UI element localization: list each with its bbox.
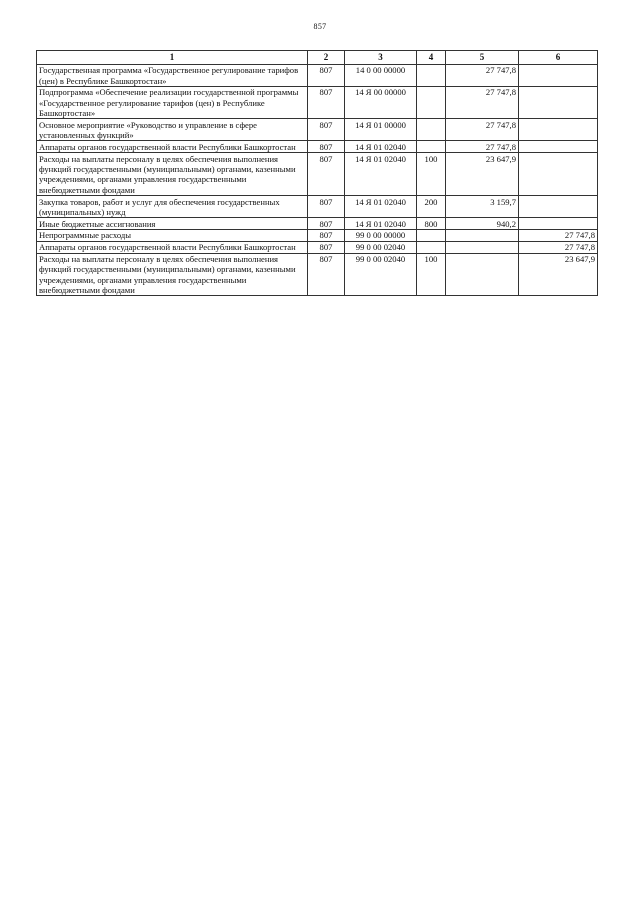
row-amount-2: [519, 196, 598, 218]
row-vr: 800: [417, 218, 446, 230]
row-grbs: 807: [308, 218, 345, 230]
row-name: Непрограммные расходы: [37, 229, 308, 241]
row-vr: 200: [417, 196, 446, 218]
row-amount-2: [519, 141, 598, 153]
row-amount-1: 27 747,8: [446, 64, 519, 86]
column-header-grbs: 2: [308, 51, 345, 65]
table-body: [37, 64, 598, 296]
row-csr: 14 Я 01 00000: [345, 119, 417, 141]
row-amount-1: [446, 241, 519, 253]
row-vr: [417, 229, 446, 241]
column-header-name: 1: [37, 51, 308, 65]
row-amount-1: [446, 253, 519, 296]
row-amount-1: 27 747,8: [446, 86, 519, 118]
row-amount-2: [519, 218, 598, 230]
row-amount-2: [519, 119, 598, 141]
row-grbs: 807: [308, 153, 345, 196]
row-vr: [417, 119, 446, 141]
row-name: Расходы на выплаты персоналу в целях обеспечения выполнения функций государственными (муниципальными) органами, казенными учреждениями, органами управления государственными внебюджетными фондами: [37, 153, 308, 196]
table-row: [37, 64, 598, 86]
row-name: Подпрограмма «Обеспечение реализации государственной программы «Государственное регулирование тарифов (цен) в Республике Башкортостан»: [37, 86, 308, 118]
row-csr: 99 0 00 02040: [345, 241, 417, 253]
row-csr: 14 Я 01 02040: [345, 141, 417, 153]
column-header-csr: 3: [345, 51, 417, 65]
table-row: [37, 253, 598, 296]
page-number: 857: [313, 22, 327, 31]
row-amount-1: 3 159,7: [446, 196, 519, 218]
row-amount-2: 27 747,8: [519, 241, 598, 253]
row-amount-2: 23 647,9: [519, 253, 598, 296]
row-grbs: 807: [308, 241, 345, 253]
row-vr: [417, 86, 446, 118]
row-amount-2: [519, 64, 598, 86]
row-amount-2: 27 747,8: [519, 229, 598, 241]
table-row: [37, 196, 598, 218]
row-name: Основное мероприятие «Руководство и управление в сфере установленных функций»: [37, 119, 308, 141]
row-grbs: 807: [308, 196, 345, 218]
table-row: [37, 153, 598, 196]
table-row: [37, 86, 598, 118]
row-name: Иные бюджетные ассигнования: [37, 218, 308, 230]
row-amount-1: 23 647,9: [446, 153, 519, 196]
row-vr: 100: [417, 153, 446, 196]
row-grbs: 807: [308, 229, 345, 241]
header-row: [37, 51, 598, 65]
row-name: Аппараты органов государственной власти Республики Башкортостан: [37, 241, 308, 253]
table-row: [37, 141, 598, 153]
row-vr: 100: [417, 253, 446, 296]
column-header-amount-1: 5: [446, 51, 519, 65]
row-name: Аппараты органов государственной власти Республики Башкортостан: [37, 141, 308, 153]
row-amount-1: 27 747,8: [446, 141, 519, 153]
row-grbs: 807: [308, 86, 345, 118]
row-amount-2: [519, 153, 598, 196]
row-vr: [417, 141, 446, 153]
row-vr: [417, 64, 446, 86]
column-header-vr: 4: [417, 51, 446, 65]
row-grbs: 807: [308, 141, 345, 153]
row-name: Закупка товаров, работ и услуг для обеспечения государственных (муниципальных) нужд: [37, 196, 308, 218]
row-csr: 14 Я 00 00000: [345, 86, 417, 118]
row-name: Расходы на выплаты персоналу в целях обеспечения выполнения функций государственными (муниципальными) органами, казенными учреждениями, органами управления государственными внебюджетными фондами: [37, 253, 308, 296]
row-amount-1: 940,2: [446, 218, 519, 230]
budget-table: [36, 50, 598, 296]
row-grbs: 807: [308, 64, 345, 86]
row-amount-1: 27 747,8: [446, 119, 519, 141]
table-row: [37, 218, 598, 230]
row-csr: 14 Я 01 02040: [345, 196, 417, 218]
row-csr: 14 Я 01 02040: [345, 218, 417, 230]
row-amount-1: [446, 229, 519, 241]
row-csr: 14 Я 01 02040: [345, 153, 417, 196]
row-csr: 99 0 00 02040: [345, 253, 417, 296]
table-header: [37, 51, 598, 65]
column-header-amount-2: 6: [519, 51, 598, 65]
row-name: Государственная программа «Государственное регулирование тарифов (цен) в Республике Башкортостан»: [37, 64, 308, 86]
table-row: [37, 241, 598, 253]
row-vr: [417, 241, 446, 253]
table-row: [37, 229, 598, 241]
row-grbs: 807: [308, 253, 345, 296]
row-grbs: 807: [308, 119, 345, 141]
row-amount-2: [519, 86, 598, 118]
row-csr: 99 0 00 00000: [345, 229, 417, 241]
table-row: [37, 119, 598, 141]
row-csr: 14 0 00 00000: [345, 64, 417, 86]
